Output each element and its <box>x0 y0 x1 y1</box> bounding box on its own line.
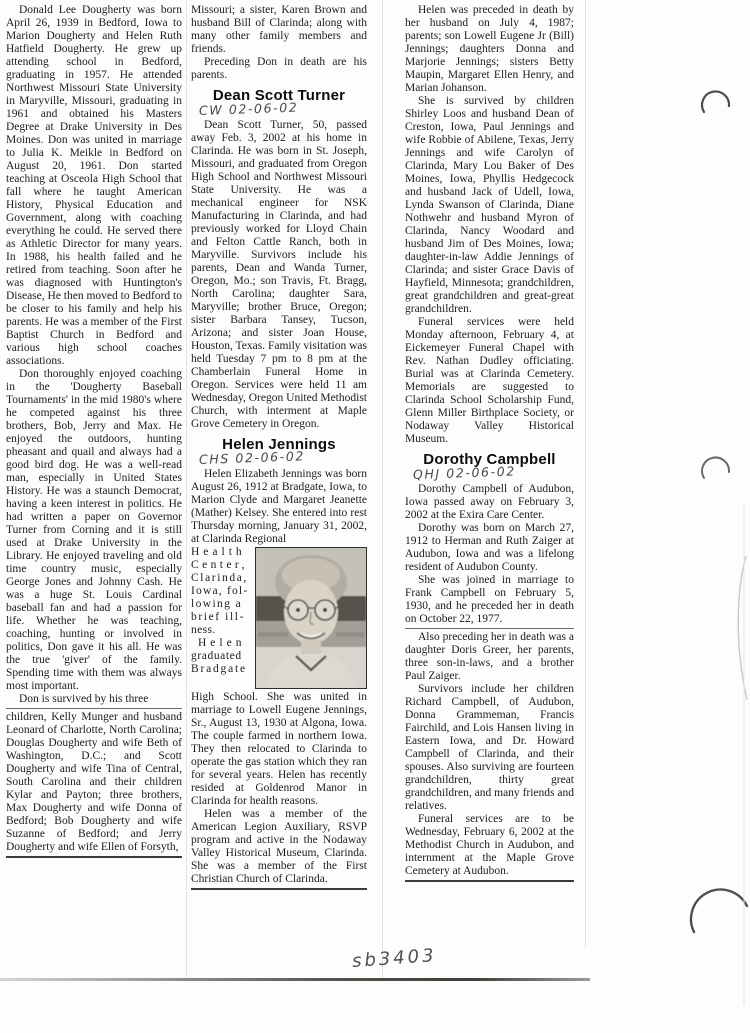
obituary-paragraph: children, Kelly Munger and husband Leonard of Charlotte, North Carolina; Douglas Dougherty and wife Beth of Washington, D.C.; and Scott Dougherty and wife Tina of Central, South Carolina and their children Kylar and Payton; three brothers, Max Dougherty and wife Donna of Bedford; Bob Dougherty and wife Suzanne of Bedford; and Jerry Dougherty and wife Ellen of Forsyth, <box>6 711 182 853</box>
obituary-paragraph: Don is survived by his three <box>19 693 149 705</box>
wrapped-line: brief ill- <box>191 611 245 623</box>
handwritten-date-annotation: QHJ 02-06-02 <box>412 463 517 482</box>
portrait-photo <box>255 547 367 689</box>
portrait-photo-image <box>256 548 366 688</box>
obituary-paragraph: High School. She was united in marriage to Lowell Eugene Jennings, Sr., August 13, 1930 at Algona, Iowa. The couple farmed in northern Iowa. They then relocated to Clarinda to operate the gas station which they ran for several years. Helen has recently resided at Goldenrod Manor in Clarinda for health reasons. <box>191 691 367 807</box>
text-wrapped-beside-photo <box>191 546 251 676</box>
obituary-paragraph: Donald Lee Dougherty was born April 26, 1939 in Bedford, Iowa to Marion Dougherty and Helen Ruth Hatfield Dougherty. He grew up attending school in Bedford, graduating in 1957. He attended Northwest Missouri State University in Maryville, Missouri, graduating in 1961 and obtained his Masters Degree at Drake University in Des Moines. Don was united in marriage to Julia K. Meikle in Bedford on August 20, 1961. Don started teaching at Osceola High School that fall where he taught American History, Physical Education and Government, along with coaching everything he could. He served there as Athletic Director for many years. In 1988, his health failed and he retired from teaching. Soon after he was diagnosed with Huntington's Disease, He then moved to Bedford to be closer to his family and help his parents. He was a member of the First Baptist Church in Bedford and various high school coaches associations. <box>6 4 182 367</box>
obituary-paragraph: She was joined in marriage to Frank Campbell on February 5, 1930, and he preceded her in death on October 22, 1977. <box>405 574 574 625</box>
clipping-edge-vertical <box>585 0 586 948</box>
obituary-paragraph: Missouri; a sister, Karen Brown and husband Bill of Clarinda; along with many other family members and friends. <box>191 4 367 55</box>
wrapped-line: Helen <box>198 637 246 649</box>
page-curl-mark <box>738 556 747 700</box>
obituary-paragraph: Funeral services were held Monday afternoon, February 4, at Eickemeyer Funeral Chapel with Rev. Nathan Dudley officiating. Burial was at Clarinda Cemetery. Memorials are suggested to Clarinda School Scholarship Fund, Glenn Miller Birthplace Society, or Nodaway Valley Historical Museum. <box>405 316 574 445</box>
obituary-paragraph: She is survived by children Shirley Loos and husband Dean of Creston, Iowa, Paul Jennings and wife Robbie of Abilene, Texas, Jerry Jennings and wife Carolyn of Clarinda, Mary Lou Baker of Des Moines, Iowa, Phyllis Hedgecock and husband Jack of Udell, Iowa, Lynda Swanson of Clarinda, Diane Nothwehr and husband Myron of Clarinda, Nancy Woodard and husband Jim of Des Moines, Iowa; daughter-in-law Addie Jennings of Clarinda; and sister Grace Davis of Hayfield, Minnesota; grandchildren, great grandchildren and great-great grandchildren. <box>405 95 574 315</box>
column-center <box>191 4 367 890</box>
obituary-paragraph: Helen was a member of the American Legion Auxiliary, RSVP program and active in the Nodaway Valley Historical Museum, Clarinda. She was a member of the First Christian Church of Clarinda. <box>191 808 367 885</box>
obituary-paragraph: Helen Elizabeth Jennings was born August 26, 1912 at Bradgate, Iowa, to Marion Clyde and Margaret Jeanette (Mather) Kelsey. She entered into rest Thursday morning, January 31, 2002, at Clarinda Regional <box>191 468 367 545</box>
obituary-headline-dorothy-campbell: Dorothy Campbell <box>423 451 556 468</box>
wrapped-line: ness. <box>191 624 216 636</box>
clipping-cut-line <box>191 888 367 890</box>
obituary-paragraph: Dean Scott Turner, 50, passed away Feb. 3, 2002 at his home in Clarinda. He was born in St. Joseph, Missouri, and graduated from Oregon High School and Northwest Missouri State University. He was a mechanical engineer for NSK Manufacturing in Clarinda, and had previously worked for Lloyd Chain and Felton Cattle Ranch, both in Maryville. Survivors include his parents, Dean and Wanda Turner, Oregon, Mo.; son Travis, Ft. Bragg, North Carolina; daughter Sara, Maryville; brother Bruce, Oregon; sister Barbara Tansey, Tucson, Arizona; and sister Joan House, Houston, Texas. Family visitation was held Tuesday 7 pm to 8 pm at the Chamberlain Funeral Home in Oregon. Services were held 11 am Wednesday, Oregon United Methodist Church, with interment at Maple Grove Cemetery in Oregon. <box>191 119 367 430</box>
hole-punch-mark <box>702 91 729 112</box>
wrapped-line: graduated <box>191 650 242 662</box>
column-right <box>405 4 574 882</box>
wrapped-line: Iowa, fol- <box>191 585 249 597</box>
hole-punch-mark <box>702 457 729 478</box>
wrapped-line: lowing a <box>191 598 243 610</box>
obituary-paragraph: Dorothy was born on March 27, 1912 to Herman and Ruth Zaiger at Audubon, Iowa and was a lifelong resident of Audubon County. <box>405 522 574 573</box>
obituary-paragraph: Don thoroughly enjoyed coaching in the 'Dougherty Baseball Tournaments' in the mid 1980's where he competed against his three brothers, Bob, Jerry and Max. He enjoyed the outdoors, hunting pheasant and quail and always had a good bird dog. He was a well-read man, especially in United States History. He was a staunch Democrat, having a keen interest in politics. He had written a paper on Governor Turner from Corning and it is still used at Drake University in the Library. He enjoyed traveling and old time country music, especially George Jones and Johnny Cash. He was a huge St. Louis Cardinal baseball fan and had a passion for life. Whether he was teaching, coaching, hunting or involved in politics, Don gave it his all. He was the true 'giver' of the family. Spending time with them was always most important. <box>6 368 182 692</box>
clipping-edge-vertical <box>382 0 383 978</box>
clipping-edge-vertical <box>186 0 187 978</box>
handwritten-page-code: sb3403 <box>351 945 438 972</box>
clipping-cut-line <box>405 628 574 629</box>
obituary-paragraph: Also preceding her in death was a daughter Doris Greer, her parents, three son-in-laws, and a brother Paul Zaiger. <box>405 631 574 682</box>
clipping-cut-line <box>405 880 574 882</box>
scan-edge-shadow <box>0 978 590 981</box>
obituary-headline-dean-turner: Dean Scott Turner <box>212 87 346 104</box>
obituary-paragraph: Survivors include her children Richard Campbell, of Audubon, Donna Grammeman, Francis Fairchild, and Lois Hansen living in Eastern Iowa, and Dr. Howard Campbell of Clarinda, and their spouses. Also surviving are fourteen grandchildren, thirty great grandchildren, and many friends and relatives. <box>405 683 574 812</box>
hole-punch-mark <box>691 890 747 932</box>
wrapped-line: Center, <box>191 559 248 571</box>
obituary-paragraph: Funeral services are to be Wednesday, February 6, 2002 at the Methodist Church in Audubon, and internment at the Maple Grove Cemetery at Audubon. <box>405 813 574 877</box>
obituary-paragraph: Dorothy Campbell of Audubon, Iowa passed away on February 3, 2002 at the Exira Care Center. <box>405 483 574 521</box>
wrapped-line: Health <box>191 546 246 558</box>
obituary-paragraph: Helen was preceded in death by her husband on July 4, 1987; parents; son Lowell Eugene Jr (Bill) Jennings; daughters Donna and Marjorie Jennings; sisters Betty Maupin, Margaret Ellen Henry, and Marian Johanson. <box>405 4 574 94</box>
wrapped-line: Clarinda, <box>191 572 248 584</box>
obituary-paragraph: Preceding Don in death are his parents. <box>191 56 367 81</box>
clipping-cut-line <box>6 708 182 709</box>
wrapped-line: Bradgate <box>191 663 247 675</box>
column-donald-dougherty <box>6 4 182 858</box>
handwritten-date-annotation: CHS 02-06-02 <box>198 448 306 467</box>
obituary-headline-helen-jennings: Helen Jennings <box>222 436 336 453</box>
handwritten-date-annotation: CW 02-06-02 <box>198 99 299 118</box>
photo-and-wrapped-text <box>191 546 367 691</box>
clipping-cut-line <box>6 856 182 858</box>
